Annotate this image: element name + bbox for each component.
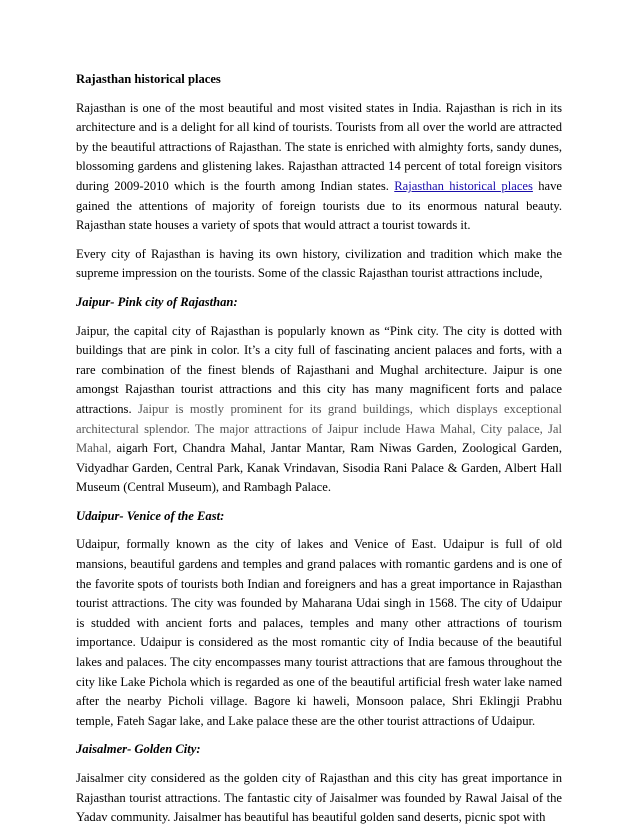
intro-text-after-link: have gained the attentions of majority of foreign tourists due to its enormous natural beauty. Rajasthan state houses a variety of spots that would attract a tourist towards it. bbox=[76, 178, 563, 233]
intro-paragraph bbox=[76, 99, 562, 236]
document-title: Rajasthan historical places bbox=[76, 72, 221, 86]
jaipur-paragraph bbox=[76, 322, 562, 498]
jaipur-text-a: Jaipur, the capital city of Rajasthan is popularly known as “Pink city. The city is dotted with buildings that are pink in color. It’s a city full of fascinating ancient palaces and forts, with a rare combination of the finest blends of Rajasthani and Mughal architecture. Jaipur is one amongst Rajasthan tourist attractions and this city has many magnificent forts and palace attractions. bbox=[76, 323, 562, 416]
udaipur-paragraph: Udaipur, formally known as the city of lakes and Venice of East. Udaipur is full of old mansions, beautiful gardens and temples and grand palaces with romantic gardens and is one of the favorite spots of tourists both Indian and foreigners and has a great importance in Rajasthan tourist attractions. The city was founded by Maharana Udai singh in 1568. The city of Udaipur is studded with ancient forts and palaces, temples and many other attractions of tourism importance. Udaipur is considered as the most romantic city of India because of the beautiful lakes and palaces. The city encompasses many tourist attractions that are famous throughout the city like Lake Pichola which is regarded as one of the beautiful artificial fresh water lake named after the nearby Picholi village. Bagore ki haweli, Monsoon palace, Shri Eklingji Prabhu temple, Fateh Sagar lake, and Lake palace these are the other tourist attractions of Udaipur. bbox=[76, 537, 562, 728]
rajasthan-historical-places-link[interactable]: Rajasthan historical places bbox=[394, 178, 533, 193]
jaipur-heading: Jaipur- Pink city of Rajasthan: bbox=[76, 294, 238, 309]
jaisalmer-paragraph: Jaisalmer city considered as the golden city of Rajasthan and this city has great importance in Rajasthan tourist attractions. The fantastic city of Jaisalmer was founded by Rawal Jaisal of the Yadav community. Jaisalmer has beautiful has beautiful golden sand deserts, picnic spot with bbox=[76, 771, 562, 825]
intro-paragraph-2: Every city of Rajasthan is having its own history, civilization and tradition which make the supreme impression on the tourists. Some of the classic Rajasthan tourist attractions include, bbox=[76, 246, 562, 281]
jaipur-text-grey: Jaipur is mostly prominent for its grand buildings, which displays exceptional architectural splendor. The major attractions of Jaipur include Hawa Mahal, City palace, Jal Mahal, bbox=[76, 401, 562, 456]
jaipur-text-b: aigarh Fort, Chandra Mahal, Jantar Mantar, Ram Niwas Garden, Zoological Garden, Vidyadhar Garden, Central Park, Kanak Vrindavan, Sisodia Rani Palace & Garden, Albert Hall Museum (Central Museum), and Rambagh Palace. bbox=[76, 441, 562, 495]
document-page bbox=[76, 70, 562, 837]
udaipur-heading: Udaipur- Venice of the East: bbox=[76, 508, 225, 523]
jaisalmer-heading: Jaisalmer- Golden City: bbox=[76, 742, 201, 757]
intro-text-before-link: Rajasthan is one of the most beautiful and most visited states in India. Rajasthan is rich in its architecture and is a delight for all kind of tourists. Tourists from all over the world are attracted by the beautiful attractions of Rajasthan. The state is enriched with almighty forts, sandy dunes, blossoming gardens and glistening lakes. Rajasthan attracted 14 percent of total foreign visitors during 2009-2010 which is the fourth among Indian states. bbox=[76, 100, 562, 193]
